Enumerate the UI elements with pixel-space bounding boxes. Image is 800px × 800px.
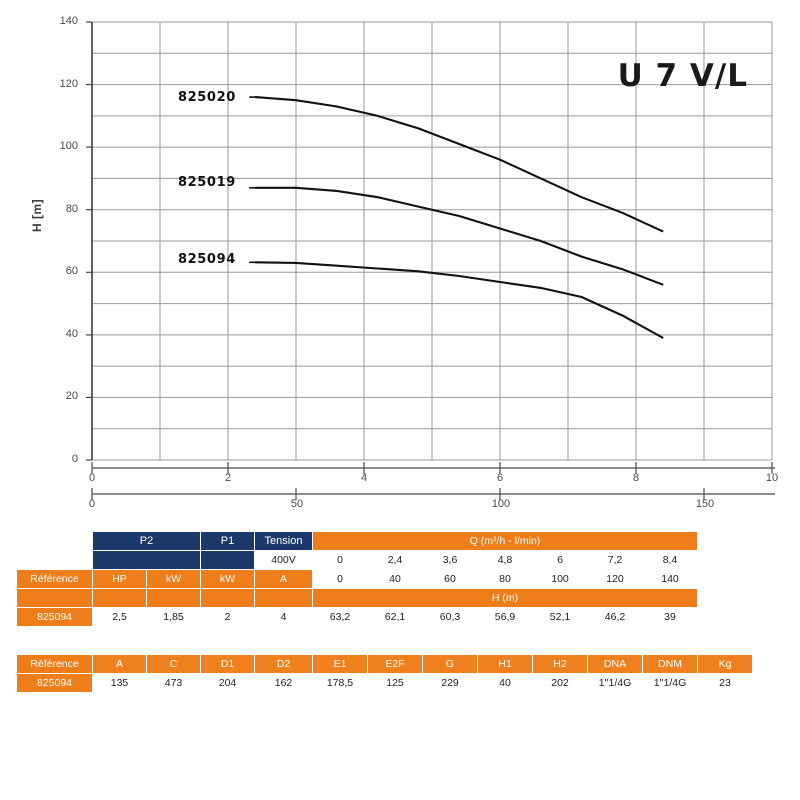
cell-q-lmin-1: 40 bbox=[368, 570, 423, 589]
x-tick-primary-6: 6 bbox=[496, 472, 504, 484]
x-tick-primary-8: 8 bbox=[632, 472, 640, 484]
cell-head-0: 63,2 bbox=[313, 608, 368, 627]
header-dim-d1: D1 bbox=[201, 655, 255, 674]
cell-q-m3h-0: 0 bbox=[313, 551, 368, 570]
table-row-headers bbox=[17, 655, 753, 674]
cell-q-lmin-3: 80 bbox=[478, 570, 533, 589]
cell-dim-h1: 40 bbox=[478, 674, 533, 693]
table-row bbox=[17, 674, 753, 693]
y-tick-80: 80 bbox=[65, 203, 78, 215]
cell-voltage: 400V bbox=[255, 551, 313, 570]
y-tick-20: 20 bbox=[65, 390, 78, 402]
cell-dim-dna: 1''1/4G bbox=[588, 674, 643, 693]
x-tick-secondary-0: 0 bbox=[88, 498, 96, 510]
y-tick-0: 0 bbox=[71, 453, 78, 465]
cell-amp: 4 bbox=[255, 608, 313, 627]
cell-dim-d1: 204 bbox=[201, 674, 255, 693]
cell-dim-kg: 23 bbox=[698, 674, 753, 693]
header-hp: HP bbox=[93, 570, 147, 589]
header-reference-cont bbox=[17, 589, 93, 608]
spacer-cell bbox=[17, 551, 93, 570]
table-row-group-headers bbox=[17, 532, 698, 551]
x-tick-secondary-50: 50 bbox=[290, 498, 304, 510]
y-tick-140: 140 bbox=[59, 15, 78, 27]
y-tick-120: 120 bbox=[59, 78, 78, 90]
y-tick-60: 60 bbox=[65, 265, 78, 277]
cell-head-3: 56,9 bbox=[478, 608, 533, 627]
curve-825019 bbox=[255, 188, 663, 285]
header-flow: Q (m³/h - l/min) bbox=[313, 532, 698, 551]
header-kw-p1-cont bbox=[201, 589, 255, 608]
x-tick-primary-10: 10 bbox=[765, 472, 779, 484]
cell-kw-p1: 2 bbox=[201, 608, 255, 627]
header-dim-h2: H2 bbox=[533, 655, 588, 674]
header-dim-a: A bbox=[93, 655, 147, 674]
curve-label-825020: 825020 bbox=[178, 90, 236, 105]
x-tick-secondary-100: 100 bbox=[491, 498, 511, 510]
cell-hp: 2,5 bbox=[93, 608, 147, 627]
cell-q-m3h-2: 3,6 bbox=[423, 551, 478, 570]
y-tick-100: 100 bbox=[59, 140, 78, 152]
header-kw-p2-cont bbox=[147, 589, 201, 608]
x-tick-secondary-150: 150 bbox=[695, 498, 715, 510]
y-axis-ticks bbox=[86, 22, 92, 460]
curve-label-825094: 825094 bbox=[178, 252, 236, 267]
cell-dim-h2: 202 bbox=[533, 674, 588, 693]
x-tick-primary-4: 4 bbox=[360, 472, 368, 484]
header-dim-d2: D2 bbox=[255, 655, 313, 674]
cell-dim-e1: 178,5 bbox=[313, 674, 368, 693]
cell-q-m3h-1: 2,4 bbox=[368, 551, 423, 570]
table-row-flow-values bbox=[17, 551, 698, 570]
cell-dim-a: 135 bbox=[93, 674, 147, 693]
cell-q-m3h-5: 7,2 bbox=[588, 551, 643, 570]
curve-label-825019: 825019 bbox=[178, 175, 236, 190]
cell-q-lmin-4: 100 bbox=[533, 570, 588, 589]
cell-q-lmin-5: 120 bbox=[588, 570, 643, 589]
table-row-units bbox=[17, 570, 698, 589]
cell-q-m3h-3: 4,8 bbox=[478, 551, 533, 570]
cell-dim-c: 473 bbox=[147, 674, 201, 693]
header-amp-cont bbox=[255, 589, 313, 608]
header-p2: P2 bbox=[93, 532, 201, 551]
cell-dim-d2: 162 bbox=[255, 674, 313, 693]
cell-head-4: 52,1 bbox=[533, 608, 588, 627]
curve-825094 bbox=[255, 262, 663, 338]
x-tick-primary-2: 2 bbox=[224, 472, 232, 484]
header-dim-kg: Kg bbox=[698, 655, 753, 674]
header-p1-cont bbox=[201, 551, 255, 570]
header-dim-dna: DNA bbox=[588, 655, 643, 674]
header-reference: Référence bbox=[17, 570, 93, 589]
header-dim-h1: H1 bbox=[478, 655, 533, 674]
header-dim-c: C bbox=[147, 655, 201, 674]
header-tension: Tension bbox=[255, 532, 313, 551]
performance-table bbox=[16, 531, 698, 627]
cell-dim-dnm: 1''1/4G bbox=[643, 674, 698, 693]
cell-q-m3h-4: 6 bbox=[533, 551, 588, 570]
x-tick-primary-0: 0 bbox=[88, 472, 96, 484]
header-p1: P1 bbox=[201, 532, 255, 551]
cell-head-5: 46,2 bbox=[588, 608, 643, 627]
cell-head-2: 60,3 bbox=[423, 608, 478, 627]
header-kw-p2: kW bbox=[147, 570, 201, 589]
chart-model-title: U 7 V/L bbox=[617, 58, 748, 94]
header-dim-dnm: DNM bbox=[643, 655, 698, 674]
cell-q-lmin-0: 0 bbox=[313, 570, 368, 589]
header-kw-p1: kW bbox=[201, 570, 255, 589]
spacer-cell bbox=[17, 532, 93, 551]
table-row bbox=[17, 608, 698, 627]
cell-dim-e2f: 125 bbox=[368, 674, 423, 693]
header-dim-reference: Référence bbox=[17, 655, 93, 674]
cell-q-m3h-6: 8,4 bbox=[643, 551, 698, 570]
header-dim-e2f: E2F bbox=[368, 655, 423, 674]
cell-q-lmin-6: 140 bbox=[643, 570, 698, 589]
cell-dim-g: 229 bbox=[423, 674, 478, 693]
cell-reference: 825094 bbox=[17, 608, 93, 627]
header-amp: A bbox=[255, 570, 313, 589]
cell-dim-reference: 825094 bbox=[17, 674, 93, 693]
y-axis-label: H [m] bbox=[30, 198, 44, 232]
header-dim-g: G bbox=[423, 655, 478, 674]
curve-825020 bbox=[255, 97, 663, 232]
header-head-m: H (m) bbox=[313, 589, 698, 608]
cell-kw-p2: 1,85 bbox=[147, 608, 201, 627]
header-p2-cont bbox=[93, 551, 201, 570]
header-dim-e1: E1 bbox=[313, 655, 368, 674]
cell-head-6: 39 bbox=[643, 608, 698, 627]
cell-q-lmin-2: 60 bbox=[423, 570, 478, 589]
cell-head-1: 62,1 bbox=[368, 608, 423, 627]
dimensions-table bbox=[16, 654, 753, 693]
header-hp-cont bbox=[93, 589, 147, 608]
table-row-head-header bbox=[17, 589, 698, 608]
y-tick-40: 40 bbox=[65, 328, 78, 340]
